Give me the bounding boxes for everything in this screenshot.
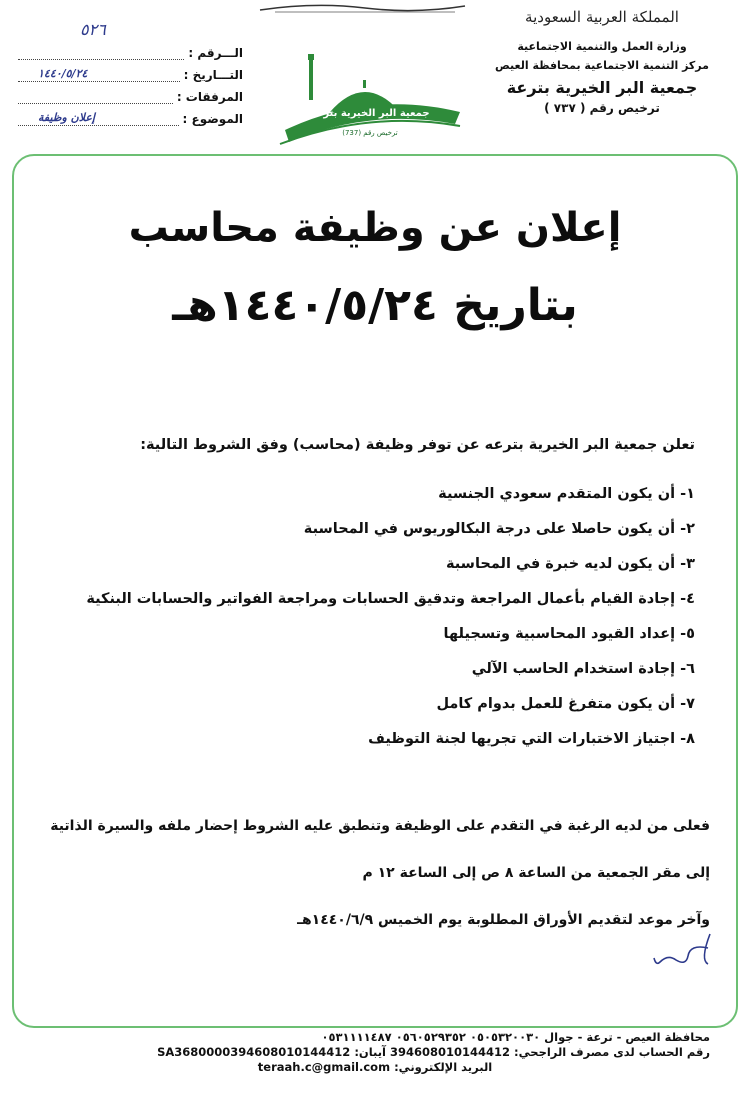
list-item: ٦- إجادة استخدام الحاسب الآلي [471, 661, 695, 677]
footer-email: البريد الإلكتروني: teraah.c@gmail.com [257, 1060, 493, 1074]
field-attachments [18, 82, 243, 104]
field-label: المرفقات : [176, 90, 243, 104]
field-label: التـــاريخ : [183, 68, 243, 82]
field-date [18, 60, 243, 82]
closing-text [50, 818, 710, 959]
footer-phones: محافظة العيص - ترعة - جوال ٠٥٠٥٣٢٠٠٣٠ ٠٥٦٠٥٢٩٣٥٢ ٠٥٣١١١١٤٨٧ [321, 1030, 710, 1044]
list-item: ٢- أن يكون حاصلا على درجة البكالوريوس في المحاسبة [303, 521, 695, 537]
association-name: جمعية البر الخيرية بترعة [506, 78, 698, 97]
license-number: ترخيص رقم ( ٧٣٧ ) [544, 101, 660, 115]
field-label: الموضوع : [182, 112, 243, 126]
center-name: مركز التنمية الاجتماعية بمحافظة العيص [495, 59, 709, 72]
field-subject [18, 104, 243, 126]
ministry-name: وزارة العمل والتنمية الاجتماعية [517, 40, 687, 53]
list-item: ١- أن يكون المتقدم سعودي الجنسية [438, 486, 695, 502]
list-item: ٥- إعداد القيود المحاسبية وتسجيلها [443, 626, 695, 642]
logo-license: ترخيص رقم (737) [342, 129, 398, 137]
reference-fields [18, 38, 243, 126]
reference-handwritten-number: ٥٢٦ [80, 20, 106, 39]
field-value: ١٤٤٠/٥/٢٤ [38, 67, 88, 80]
list-item: ٤- إجادة القيام بأعمال المراجعة وتدقيق الحسابات ومراجعة الفواتير والحسابات البنكية [86, 591, 695, 607]
closing-line: فعلى من لديه الرغبة في التقدم على الوظيفة وتنطبق عليه الشروط إحضار ملفه والسيرة الذاتية [50, 818, 710, 834]
announcement-title: إعلان عن وظيفة محاسب [128, 205, 622, 251]
footer-contact [40, 1030, 710, 1075]
field-value: إعلان وظيفة [38, 111, 95, 124]
top-stamp-strip [255, 0, 470, 14]
field-number [18, 38, 243, 60]
intro-text: تعلن جمعية البر الخيرية بترعه عن توفر وظيفة (محاسب) وفق الشروط التالية: [140, 437, 695, 453]
footer-bank: رقم الحساب لدى مصرف الراجحي: 394608010144412 آيبان: SA3680000394608010144412 [157, 1045, 710, 1059]
field-label: الـــرقم : [188, 46, 243, 60]
announcement-date: بتاريخ ١٤٤٠/٥/٢٤هـ [172, 280, 578, 331]
signature-mark [650, 930, 720, 970]
logo-name: جمعية البر الخيرية بترعة [310, 108, 430, 119]
list-item: ٧- أن يكون متفرغ للعمل بدوام كامل [436, 696, 695, 712]
list-item: ٣- أن يكون لديه خبرة في المحاسبة [445, 556, 695, 572]
list-item: ٨- اجتياز الاختبارات التي تجريها لجنة التوظيف [368, 731, 695, 747]
kingdom-name: المملكة العربية السعودية [525, 8, 679, 26]
letterhead-right [472, 8, 732, 115]
closing-line: وآخر موعد لتقديم الأوراق المطلوبة يوم الخميس ١٤٤٠/٦/٩هـ [297, 912, 710, 928]
conditions-list [86, 482, 695, 762]
closing-line: إلى مقر الجمعية من الساعة ٨ ص إلى الساعة ١٢ م [362, 865, 710, 881]
